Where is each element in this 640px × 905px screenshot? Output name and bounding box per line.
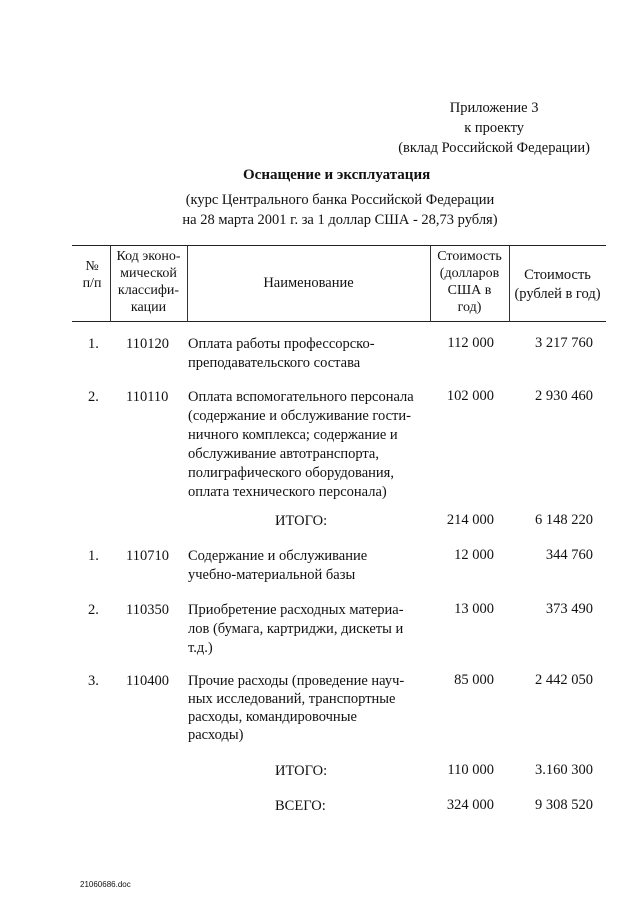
row-rub: 6 148 220: [535, 512, 593, 528]
document-title: Оснащение и эксплуатация: [243, 167, 431, 183]
row-usd: 85 000: [454, 672, 494, 688]
row-code: 110350: [126, 602, 169, 618]
name-line: полиграфического оборудования,: [188, 465, 394, 481]
header-text: (долларов: [439, 266, 500, 281]
header-num: [74, 258, 110, 292]
header-text: п/п: [82, 276, 102, 291]
name-line: расходы): [188, 727, 244, 743]
file-name-footer: 21060686.doc: [80, 880, 131, 889]
subtitle-line-1: (курс Центрального банка Российской Федерации: [185, 192, 495, 208]
header-text: мической: [120, 266, 177, 281]
table-header-bottom-border: [72, 321, 606, 322]
row-usd: 102 000: [446, 388, 494, 404]
row-code: 110120: [126, 336, 169, 352]
row-rub: 3.160 300: [535, 762, 593, 778]
row-rub: 2 442 050: [535, 672, 593, 688]
name-line: преподавательского состава: [188, 355, 361, 371]
subtitle-line-2: на 28 марта 2001 г. за 1 доллар США - 28,73 рубля): [182, 212, 498, 228]
subtotal-label: ИТОГО:: [275, 513, 328, 529]
row-usd: 112 000: [447, 335, 494, 351]
appendix-line-2: к проекту: [464, 120, 524, 136]
name-line: Приобретение расходных материа-: [188, 602, 404, 618]
row-code: 110110: [126, 389, 169, 405]
name-line: обслуживание автотранспорта,: [188, 446, 379, 462]
row-rub: 9 308 520: [535, 797, 593, 813]
row-usd: 110 000: [447, 762, 494, 778]
row-rub: 2 930 460: [535, 388, 593, 404]
name-line: Прочие расходы (проведение науч-: [188, 673, 405, 689]
row-name: [188, 388, 414, 502]
header-code: [110, 248, 187, 316]
row-usd: 214 000: [446, 512, 494, 528]
header-text: №: [85, 259, 99, 274]
header-text: Стоимость: [437, 249, 502, 264]
header-text: США в: [447, 283, 492, 298]
row-number: 3.: [88, 673, 99, 689]
row-number: 1.: [88, 336, 99, 352]
row-number: 2.: [88, 389, 99, 405]
exchange-rate-note: [170, 190, 510, 230]
row-rub: 373 490: [545, 601, 593, 617]
name-line: Оплата работы профессорско-: [188, 336, 375, 352]
row-name: [188, 672, 404, 744]
header-text: классифи-: [117, 283, 180, 298]
subtotal-label: ИТОГО:: [275, 763, 328, 779]
table-top-border: [72, 245, 606, 246]
header-usd: [430, 248, 509, 316]
name-line: учебно-материальной базы: [188, 567, 356, 583]
header-text: (рублей в год): [514, 286, 601, 302]
row-name: [188, 601, 404, 658]
name-line: (содержание и обслуживание гости-: [188, 408, 411, 424]
name-line: Оплата вспомогательного персонала: [188, 389, 414, 405]
name-line: расходы, командировочные: [188, 709, 357, 725]
header-name: [187, 275, 430, 292]
appendix-line-1: Приложение 3: [449, 100, 539, 116]
appendix-label: [398, 98, 590, 158]
header-text: кации: [130, 300, 167, 315]
name-line: ничного комплекса; содержание и: [188, 427, 398, 443]
name-line: ных исследований, транспортные: [188, 691, 396, 707]
header-text: Наименование: [263, 275, 354, 291]
header-text: Код эконо-: [116, 249, 181, 264]
row-usd: 12 000: [454, 547, 494, 563]
row-rub: 3 217 760: [535, 335, 593, 351]
row-name: [188, 335, 375, 373]
name-line: т.д.): [188, 640, 213, 656]
name-line: Содержание и обслуживание: [188, 548, 368, 564]
row-number: 2.: [88, 602, 99, 618]
name-line: лов (бумага, картриджи, дискеты и: [188, 621, 404, 637]
header-text: год): [457, 300, 482, 315]
appendix-line-3: (вклад Российской Федерации): [398, 140, 590, 156]
row-usd: 324 000: [446, 797, 494, 813]
header-rub: [509, 266, 606, 304]
row-number: 1.: [88, 548, 99, 564]
row-rub: 344 760: [545, 547, 593, 563]
header-text: Стоимость: [524, 267, 591, 283]
row-usd: 13 000: [454, 601, 494, 617]
name-line: оплата технического персонала): [188, 484, 387, 500]
row-name: [188, 547, 367, 585]
grand-total-label: ВСЕГО:: [275, 798, 326, 814]
row-code: 110710: [126, 548, 169, 564]
row-code: 110400: [126, 673, 169, 689]
